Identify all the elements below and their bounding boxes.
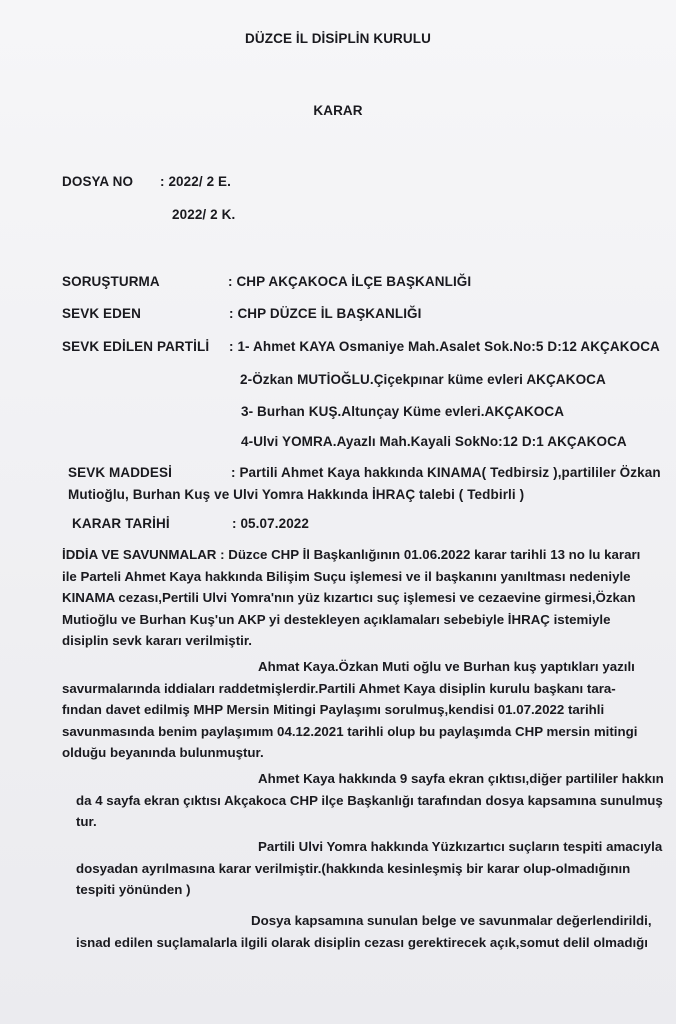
referred-member-4: 4-Ulvi YOMRA.Ayazlı Mah.Kayali SokNo:12 D:1 AKÇAKOCA <box>241 434 627 449</box>
paragraph-line: dosyadan ayrılmasına karar verilmiştir.(hakkında kesinleşmiş bir karar olup-olmadığının <box>76 860 631 876</box>
referred-member-1: : 1- Ahmet KAYA Osmaniye Mah.Asalet Sok.No:5 D:12 AKÇAKOCA <box>229 339 660 354</box>
paragraph-line: Partili Ulvi Yomra hakkında Yüzkızartıcı suçların tespiti amacıyla <box>258 839 663 854</box>
paragraph-line: savunmasında benim paylaşımım 04.12.2021 tarihli olup bu paylaşımda CHP mersin mitingi <box>62 723 638 739</box>
paragraph-line: Ahmat Kaya.Özkan Muti oğlu ve Burhan kuş yaptıkları yazılı <box>258 659 635 674</box>
paragraph-line: KINAMA cezası,Pertili Ulvi Yomra'nın yüz kızartıcı suç işlemesi ve cezaevine girmesi,Özkan <box>62 590 636 605</box>
paragraph-line: tur. <box>76 814 97 829</box>
article-line-1: : Partili Ahmet Kaya hakkında KINAMA( Tedbirsiz ),partililer Özkan <box>231 465 661 480</box>
file-number-value-k: 2022/ 2 K. <box>172 207 236 222</box>
claims-paragraph <box>62 544 640 652</box>
document-subtitle: KARAR <box>313 103 363 118</box>
referred-member-3: 3- Burhan KUŞ.Altunçay Küme evleri.AKÇAKOCA <box>241 404 565 419</box>
paragraph-line: fından davet edilmiş MHP Mersin Mitingi Paylaşımı sorulmuş,kendisi 01.07.2022 tarihli <box>62 702 605 717</box>
investigation-label: SORUŞTURMA <box>62 274 160 289</box>
decision-date-label: KARAR TARİHİ <box>72 516 170 531</box>
file-number-value-e: : 2022/ 2 E. <box>160 174 231 189</box>
file-number-label: DOSYA NO <box>62 174 134 189</box>
paragraph-line: disiplin sevk kararı verilmiştir. <box>62 633 252 648</box>
referred-member-2: 2-Özkan MUTİOĞLU.Çiçekpınar küme evleri AKÇAKOCA <box>240 372 606 387</box>
paragraph-line: İDDİA VE SAVUNMALAR : Düzce CHP İl Başkanlığının 01.06.2022 karar tarihli 13 no lu kararı <box>62 547 641 562</box>
paragraph-line: savurmalarında iddiaları raddetmişlerdir.Partili Ahmet Kaya disiplin kurulu başkanı tara- <box>62 680 616 696</box>
paragraph-line: isnad edilen suçlamalarla ilgili olarak disiplin cezası gerektirecek açık,somut delil olmadığı <box>76 934 648 950</box>
defense-paragraph <box>62 656 637 764</box>
separation-paragraph <box>76 836 662 901</box>
paragraph-line: ile Parteli Ahmet Kaya hakkında Bilişim Suçu işlemesi ve il başkanını yanıltması nedeniyle <box>62 568 631 584</box>
evaluation-paragraph <box>76 910 652 953</box>
paragraph-line: da 4 sayfa ekran çıktısı Akçakoca CHP ilçe Başkanlığı tarafından dosya kapsamına sunulmuş <box>76 792 663 808</box>
article-line-2: Mutioğlu, Burhan Kuş ve Ulvi Yomra Hakkında İHRAÇ talebi ( Tedbirli ) <box>68 487 525 502</box>
document-title: DÜZCE İL DİSİPLİN KURULU <box>245 31 431 46</box>
decision-date-value: : 05.07.2022 <box>232 516 310 531</box>
article-label: SEVK MADDESİ <box>68 465 172 480</box>
paragraph-line: Ahmet Kaya hakkında 9 sayfa ekran çıktısı,diğer partililer hakkın <box>258 771 664 786</box>
referred-label: SEVK EDİLEN PARTİLİ <box>62 339 210 354</box>
paragraph-line: Mutioğlu ve Burhan Kuş'un AKP yi destekleyen açıklamaları sebebiyle İHRAÇ istemiyle <box>62 611 611 627</box>
evidence-paragraph <box>76 768 664 833</box>
referrer-label: SEVK EDEN <box>62 306 141 321</box>
paragraph-line: olduğu beyanında bulunmuştur. <box>62 745 264 760</box>
referrer-value: : CHP DÜZCE İL BAŞKANLIĞI <box>229 306 422 321</box>
paragraph-line: tespiti yönünden ) <box>76 882 191 897</box>
investigation-value: : CHP AKÇAKOCA İLÇE BAŞKANLIĞI <box>228 274 472 289</box>
paragraph-line: Dosya kapsamına sunulan belge ve savunmalar değerlendirildi, <box>251 913 652 928</box>
